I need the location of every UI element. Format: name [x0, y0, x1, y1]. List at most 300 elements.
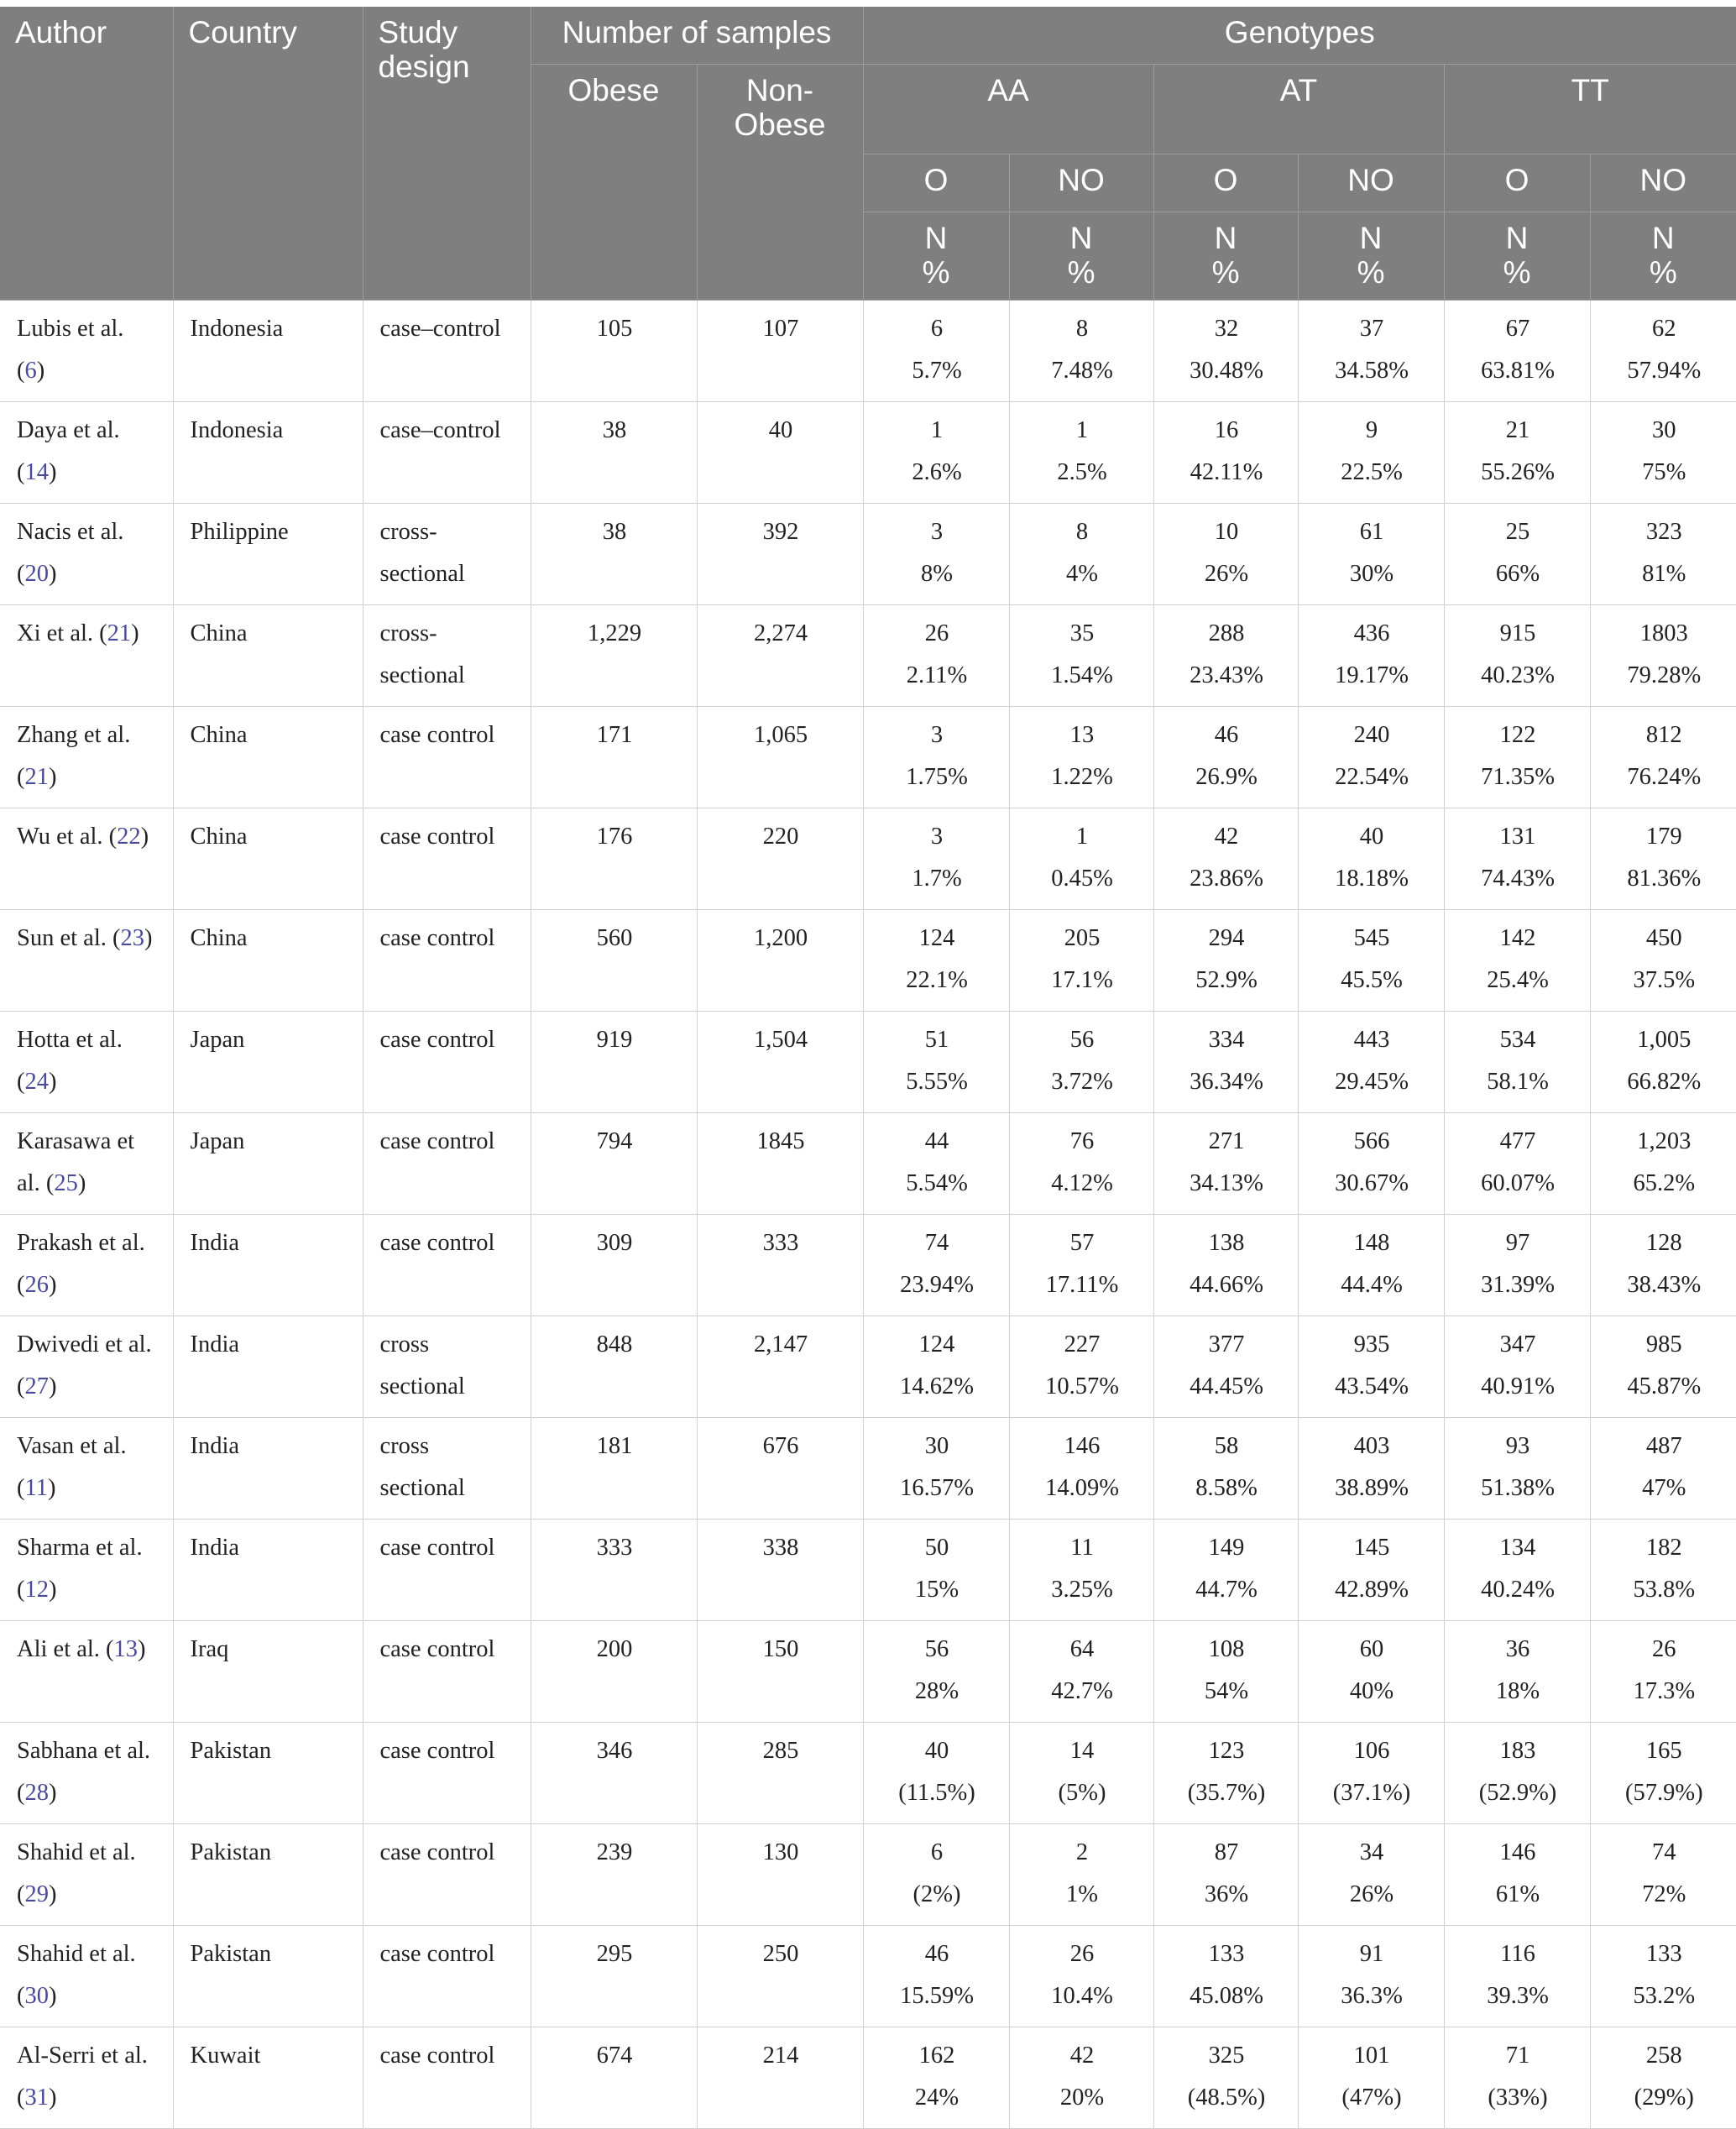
cell-obese-count: 239 — [531, 1824, 697, 1926]
header-n-label: N — [1214, 221, 1237, 255]
reference-close-paren: ) — [49, 1373, 57, 1399]
cell-aa-no — [1009, 504, 1153, 605]
cell-obese-count: 176 — [531, 808, 697, 910]
header-n-label: N — [1359, 221, 1383, 255]
cell-aa-no — [1009, 1418, 1153, 1520]
table-row — [0, 1926, 1736, 2027]
cell-study-design: case control — [363, 1012, 531, 1113]
cell-author — [0, 605, 173, 707]
genotype-percent: 55.26% — [1481, 459, 1555, 485]
cell-obese-count: 105 — [531, 301, 697, 402]
reference-link[interactable]: 21 — [24, 764, 49, 790]
reference-close-paren: ) — [49, 1881, 57, 1907]
table-row — [0, 808, 1736, 910]
genotype-percent: 42.7% — [1051, 1678, 1113, 1704]
header-at-o-n-pct — [1153, 212, 1298, 301]
cell-at-no — [1298, 605, 1444, 707]
genotype-count: 146 — [1499, 1839, 1536, 1865]
genotype-count: 133 — [1645, 1941, 1682, 1967]
genotype-count: 138 — [1208, 1230, 1245, 1256]
genotype-percent: 18% — [1495, 1678, 1540, 1704]
genotype-percent: 53.2% — [1633, 1983, 1696, 2009]
cell-at-no — [1298, 1215, 1444, 1316]
reference-link[interactable]: 27 — [24, 1373, 49, 1399]
reference-close-paren: ) — [49, 764, 57, 790]
cell-study-design: cross sectional — [363, 1316, 531, 1418]
cell-country: Pakistan — [173, 1926, 363, 2027]
genotype-count: 57 — [1069, 1230, 1095, 1256]
header-genotype-tt: TT — [1444, 65, 1736, 154]
genotype-percent: 2.11% — [906, 662, 968, 688]
genotype-count: 347 — [1499, 1331, 1536, 1357]
genotype-percent: 43.54% — [1335, 1373, 1409, 1399]
reference-close-paren: ) — [36, 358, 45, 384]
cell-obese-count: 919 — [531, 1012, 697, 1113]
genotype-count: 487 — [1645, 1433, 1682, 1459]
genotype-percent: 10.4% — [1051, 1983, 1113, 2009]
genotype-count: 377 — [1208, 1331, 1245, 1357]
cell-author — [0, 1215, 173, 1316]
cell-obese-count: 333 — [531, 1520, 697, 1621]
reference-link[interactable]: 29 — [24, 1881, 49, 1907]
cell-obese-count: 848 — [531, 1316, 697, 1418]
genotype-percent: 34.58% — [1335, 358, 1409, 384]
table-row — [0, 707, 1736, 808]
genotype-count: 26 — [1069, 1941, 1095, 1967]
cell-at-o — [1153, 402, 1298, 504]
cell-at-no — [1298, 1926, 1444, 2027]
table-header — [0, 7, 1736, 301]
genotype-percent: (2%) — [912, 1881, 961, 1907]
genotype-count: 477 — [1499, 1128, 1536, 1154]
cell-author — [0, 1621, 173, 1723]
table-row — [0, 1824, 1736, 1926]
header-non-obese: Non-Obese — [697, 65, 863, 301]
cell-study-design: case control — [363, 1215, 531, 1316]
author-name: Karasawa et al. ( — [17, 1128, 135, 1196]
genotype-count: 1,005 — [1637, 1027, 1692, 1053]
genotype-percent: 5.7% — [912, 358, 962, 384]
cell-tt-no — [1590, 808, 1736, 910]
genotype-percent: 2.6% — [912, 459, 962, 485]
reference-link[interactable]: 21 — [107, 620, 132, 646]
header-tt-no: NO — [1590, 154, 1736, 212]
cell-at-o — [1153, 1418, 1298, 1520]
genotype-percent: 19.17% — [1335, 662, 1409, 688]
cell-author — [0, 301, 173, 402]
genotype-percent: 71.35% — [1481, 764, 1555, 790]
table-row — [0, 1621, 1736, 1723]
cell-aa-o — [863, 2027, 1009, 2129]
reference-close-paren: ) — [49, 561, 57, 587]
reference-link[interactable]: 22 — [117, 824, 141, 850]
genotype-count: 8 — [1075, 519, 1089, 545]
genotype-count: 443 — [1353, 1027, 1390, 1053]
genotype-count: 258 — [1645, 2043, 1682, 2069]
header-aa-o: O — [863, 154, 1009, 212]
cell-tt-o — [1444, 1621, 1590, 1723]
genotype-count: 436 — [1353, 620, 1390, 646]
genotype-percent: (29%) — [1634, 2085, 1694, 2111]
genotype-count: 44 — [924, 1128, 949, 1154]
cell-at-o — [1153, 1215, 1298, 1316]
header-n-label: N — [924, 221, 948, 255]
genotype-percent: 15.59% — [900, 1983, 974, 2009]
genotype-count: 35 — [1069, 620, 1095, 646]
genotype-percent: 42.89% — [1335, 1577, 1409, 1603]
cell-obese-count: 309 — [531, 1215, 697, 1316]
cell-country: Indonesia — [173, 402, 363, 504]
cell-tt-no — [1590, 1824, 1736, 1926]
genotype-count: 146 — [1064, 1433, 1101, 1459]
header-percent-label: % — [1649, 255, 1677, 290]
genotype-count: 323 — [1645, 519, 1682, 545]
cell-tt-o — [1444, 910, 1590, 1012]
genotype-percent: 26.9% — [1195, 764, 1258, 790]
genotype-count: 71 — [1505, 2043, 1530, 2069]
genotype-percent: 23.94% — [900, 1272, 974, 1298]
author-name: Lubis et al. ( — [17, 316, 124, 384]
cell-non-obese-count: 1,504 — [697, 1012, 863, 1113]
cell-at-o — [1153, 605, 1298, 707]
author-name: Hotta et al. ( — [17, 1027, 123, 1095]
genotype-count: 61 — [1359, 519, 1384, 545]
cell-at-o — [1153, 707, 1298, 808]
cell-tt-o — [1444, 808, 1590, 910]
genotype-percent: 15% — [914, 1577, 960, 1603]
genotype-count: 101 — [1353, 2043, 1390, 2069]
cell-aa-no — [1009, 910, 1153, 1012]
cell-aa-o — [863, 1316, 1009, 1418]
genotype-count: 566 — [1353, 1128, 1390, 1154]
reference-link[interactable]: 28 — [24, 1780, 49, 1806]
genotype-percent: 17.11% — [1045, 1272, 1119, 1298]
genotype-percent: 52.9% — [1195, 967, 1258, 993]
genotype-count: 142 — [1499, 925, 1536, 951]
genotype-count: 1 — [1075, 824, 1089, 850]
cell-obese-count: 171 — [531, 707, 697, 808]
cell-aa-o — [863, 1113, 1009, 1215]
cell-study-design: case control — [363, 2027, 531, 2129]
genotype-percent: 16.57% — [900, 1475, 974, 1501]
genotype-count: 182 — [1645, 1535, 1682, 1561]
cell-at-o — [1153, 2027, 1298, 2129]
genotype-percent: 23.86% — [1190, 866, 1263, 892]
genotype-count: 91 — [1359, 1941, 1384, 1967]
cell-aa-o — [863, 402, 1009, 504]
genotype-percent: 1% — [1066, 1881, 1099, 1907]
genotype-percent: 22.5% — [1341, 459, 1403, 485]
genotype-count: 10 — [1214, 519, 1239, 545]
reference-link[interactable]: 13 — [113, 1636, 139, 1662]
genotype-percent: 44.7% — [1195, 1577, 1258, 1603]
genotype-percent: 66.82% — [1627, 1069, 1702, 1095]
cell-non-obese-count: 220 — [697, 808, 863, 910]
reference-close-paren: ) — [47, 1475, 56, 1501]
header-aa-o-n-pct — [863, 212, 1009, 301]
reference-link[interactable]: 14 — [24, 459, 49, 485]
cell-country: Pakistan — [173, 1723, 363, 1824]
cell-aa-no — [1009, 707, 1153, 808]
genotype-count: 116 — [1500, 1941, 1535, 1967]
cell-aa-o — [863, 1520, 1009, 1621]
table-row — [0, 402, 1736, 504]
genotype-count: 62 — [1652, 316, 1676, 342]
cell-tt-no — [1590, 1215, 1736, 1316]
cell-aa-o — [863, 1418, 1009, 1520]
cell-tt-o — [1444, 707, 1590, 808]
genotype-percent: 8% — [921, 561, 954, 587]
cell-non-obese-count: 214 — [697, 2027, 863, 2129]
cell-tt-no — [1590, 1621, 1736, 1723]
cell-non-obese-count: 333 — [697, 1215, 863, 1316]
genotype-count: 205 — [1064, 925, 1101, 951]
header-obese: Obese — [531, 65, 697, 301]
genotype-percent: 81.36% — [1627, 866, 1702, 892]
genotype-percent: 0.45% — [1051, 866, 1113, 892]
cell-at-o — [1153, 910, 1298, 1012]
table-row — [0, 1520, 1736, 1621]
cell-study-design: cross sectional — [363, 1418, 531, 1520]
header-tt-o-n-pct — [1444, 212, 1590, 301]
genotype-percent: 22.54% — [1335, 764, 1409, 790]
genotype-count: 6 — [930, 316, 944, 342]
cell-tt-o — [1444, 1723, 1590, 1824]
cell-tt-no — [1590, 1113, 1736, 1215]
genotype-count: 64 — [1069, 1636, 1095, 1662]
genotype-count: 42 — [1069, 2043, 1095, 2069]
genotype-percent: 1.75% — [906, 764, 968, 790]
genotype-percent: 60.07% — [1481, 1170, 1555, 1196]
reference-link[interactable]: 24 — [24, 1069, 49, 1095]
genotype-percent: 34.13% — [1190, 1170, 1263, 1196]
table-row — [0, 910, 1736, 1012]
cell-author — [0, 1316, 173, 1418]
genotype-frequency-table — [0, 7, 1736, 2129]
cell-aa-no — [1009, 402, 1153, 504]
genotype-count: 6 — [930, 1839, 944, 1865]
genotype-percent: 72% — [1642, 1881, 1686, 1907]
genotype-percent: 31.39% — [1481, 1272, 1555, 1298]
genotype-percent: 53.8% — [1633, 1577, 1696, 1603]
header-n-label: N — [1651, 221, 1675, 255]
cell-non-obese-count: 676 — [697, 1418, 863, 1520]
cell-tt-o — [1444, 1520, 1590, 1621]
cell-author — [0, 1012, 173, 1113]
cell-author — [0, 910, 173, 1012]
genotype-percent: 79.28% — [1627, 662, 1702, 688]
cell-non-obese-count: 285 — [697, 1723, 863, 1824]
genotype-percent: (11.5%) — [898, 1780, 975, 1806]
cell-study-design: case control — [363, 707, 531, 808]
cell-tt-o — [1444, 1418, 1590, 1520]
genotype-percent: 5.54% — [906, 1170, 968, 1196]
reference-link[interactable]: 30 — [24, 1983, 49, 2009]
genotype-count: 1 — [1075, 417, 1089, 443]
genotype-percent: 47% — [1642, 1475, 1686, 1501]
table-row — [0, 1418, 1736, 1520]
reference-link[interactable]: 23 — [120, 925, 144, 951]
cell-at-o — [1153, 1926, 1298, 2027]
header-at-no-n-pct — [1298, 212, 1444, 301]
cell-author — [0, 402, 173, 504]
author-name: Nacis et al. ( — [17, 519, 124, 587]
genotype-count: 227 — [1064, 1331, 1101, 1357]
cell-non-obese-count: 1845 — [697, 1113, 863, 1215]
author-name: Vasan et al. ( — [17, 1433, 127, 1501]
author-name: Sharma et al. ( — [17, 1535, 143, 1603]
cell-at-no — [1298, 1316, 1444, 1418]
cell-study-design: case–control — [363, 402, 531, 504]
reference-link[interactable]: 20 — [24, 561, 49, 587]
cell-at-o — [1153, 1113, 1298, 1215]
cell-tt-o — [1444, 605, 1590, 707]
author-name: Prakash et al. ( — [17, 1230, 145, 1298]
cell-tt-no — [1590, 707, 1736, 808]
reference-close-paren: ) — [49, 1272, 57, 1298]
cell-at-no — [1298, 1012, 1444, 1113]
genotype-percent: 14.62% — [900, 1373, 974, 1399]
genotype-percent: 63.81% — [1481, 358, 1555, 384]
genotype-percent: 18.18% — [1335, 866, 1409, 892]
cell-country: Japan — [173, 1113, 363, 1215]
cell-aa-o — [863, 1012, 1009, 1113]
genotype-count: 16 — [1214, 417, 1239, 443]
header-genotype-at: AT — [1153, 65, 1444, 154]
genotype-percent: (35.7%) — [1187, 1780, 1266, 1806]
cell-at-no — [1298, 402, 1444, 504]
cell-author — [0, 707, 173, 808]
reference-close-paren: ) — [140, 824, 149, 850]
genotype-count: 179 — [1645, 824, 1682, 850]
genotype-count: 56 — [1069, 1027, 1095, 1053]
genotype-percent: 7.48% — [1051, 358, 1113, 384]
cell-study-design: case control — [363, 1520, 531, 1621]
reference-link[interactable]: 25 — [54, 1170, 78, 1196]
cell-tt-o — [1444, 504, 1590, 605]
genotype-count: 51 — [924, 1027, 949, 1053]
genotype-percent: 44.45% — [1190, 1373, 1263, 1399]
cell-country: China — [173, 707, 363, 808]
genotype-percent: 26% — [1204, 561, 1249, 587]
genotype-count: 403 — [1353, 1433, 1390, 1459]
cell-at-o — [1153, 1723, 1298, 1824]
cell-aa-o — [863, 504, 1009, 605]
cell-at-no — [1298, 2027, 1444, 2129]
cell-non-obese-count: 2,274 — [697, 605, 863, 707]
genotype-percent: 14.09% — [1045, 1475, 1119, 1501]
reference-link[interactable]: 12 — [24, 1577, 49, 1603]
cell-at-no — [1298, 707, 1444, 808]
cell-tt-no — [1590, 1012, 1736, 1113]
genotype-count: 2 — [1075, 1839, 1089, 1865]
cell-tt-no — [1590, 1418, 1736, 1520]
reference-close-paren: ) — [144, 925, 153, 951]
cell-obese-count: 794 — [531, 1113, 697, 1215]
cell-non-obese-count: 250 — [697, 1926, 863, 2027]
reference-link[interactable]: 26 — [24, 1272, 49, 1298]
header-n-label: N — [1069, 221, 1093, 255]
genotype-count: 106 — [1353, 1738, 1390, 1764]
cell-at-o — [1153, 1520, 1298, 1621]
cell-aa-no — [1009, 2027, 1153, 2129]
table-row — [0, 1723, 1736, 1824]
cell-non-obese-count: 130 — [697, 1824, 863, 1926]
cell-aa-o — [863, 301, 1009, 402]
genotype-count: 108 — [1208, 1636, 1245, 1662]
genotype-percent: 45.87% — [1627, 1373, 1702, 1399]
genotype-percent: 36% — [1204, 1881, 1249, 1907]
cell-study-design: case control — [363, 910, 531, 1012]
cell-aa-no — [1009, 605, 1153, 707]
reference-link[interactable]: 11 — [24, 1475, 48, 1501]
genotype-count: 36 — [1505, 1636, 1530, 1662]
genotype-count: 165 — [1645, 1738, 1682, 1764]
cell-tt-o — [1444, 1012, 1590, 1113]
genotype-count: 25 — [1505, 519, 1530, 545]
genotype-count: 271 — [1208, 1128, 1245, 1154]
genotype-count: 67 — [1505, 316, 1530, 342]
reference-link[interactable]: 6 — [24, 358, 37, 384]
cell-at-no — [1298, 1621, 1444, 1723]
table-row — [0, 1316, 1736, 1418]
cell-at-o — [1153, 1316, 1298, 1418]
author-name: Dwivedi et al. ( — [17, 1331, 152, 1399]
genotype-count: 3 — [930, 824, 944, 850]
genotype-count: 97 — [1505, 1230, 1530, 1256]
genotype-count: 124 — [918, 1331, 955, 1357]
header-country: Country — [173, 7, 363, 301]
header-study-design: Study design — [363, 7, 531, 301]
author-name: Daya et al. ( — [17, 417, 120, 485]
cell-tt-o — [1444, 402, 1590, 504]
genotype-percent: 57.94% — [1627, 358, 1702, 384]
genotype-count: 30 — [924, 1433, 949, 1459]
cell-study-design: case control — [363, 1113, 531, 1215]
reference-close-paren: ) — [49, 1577, 57, 1603]
reference-link[interactable]: 31 — [24, 2085, 49, 2111]
genotype-percent: 38.43% — [1627, 1272, 1702, 1298]
genotype-count: 32 — [1214, 316, 1239, 342]
cell-aa-no — [1009, 1824, 1153, 1926]
genotype-count: 3 — [930, 519, 944, 545]
cell-at-o — [1153, 1621, 1298, 1723]
header-genotypes: Genotypes — [863, 7, 1736, 65]
cell-author — [0, 1824, 173, 1926]
cell-tt-no — [1590, 1520, 1736, 1621]
cell-at-o — [1153, 1824, 1298, 1926]
cell-aa-no — [1009, 1520, 1153, 1621]
genotype-percent: 23.43% — [1190, 662, 1263, 688]
cell-at-o — [1153, 301, 1298, 402]
genotype-count: 149 — [1208, 1535, 1245, 1561]
cell-aa-no — [1009, 301, 1153, 402]
reference-close-paren: ) — [49, 1780, 57, 1806]
genotype-count: 1 — [930, 417, 944, 443]
genotype-count: 40 — [924, 1738, 949, 1764]
cell-at-no — [1298, 1418, 1444, 1520]
cell-tt-no — [1590, 2027, 1736, 2129]
cell-tt-no — [1590, 1926, 1736, 2027]
cell-at-no — [1298, 1824, 1444, 1926]
cell-obese-count: 200 — [531, 1621, 697, 1723]
header-percent-label: % — [1067, 255, 1095, 290]
cell-obese-count: 181 — [531, 1418, 697, 1520]
cell-aa-no — [1009, 1926, 1153, 2027]
header-at-o: O — [1153, 154, 1298, 212]
cell-at-no — [1298, 910, 1444, 1012]
genotype-percent: 58.1% — [1487, 1069, 1549, 1095]
